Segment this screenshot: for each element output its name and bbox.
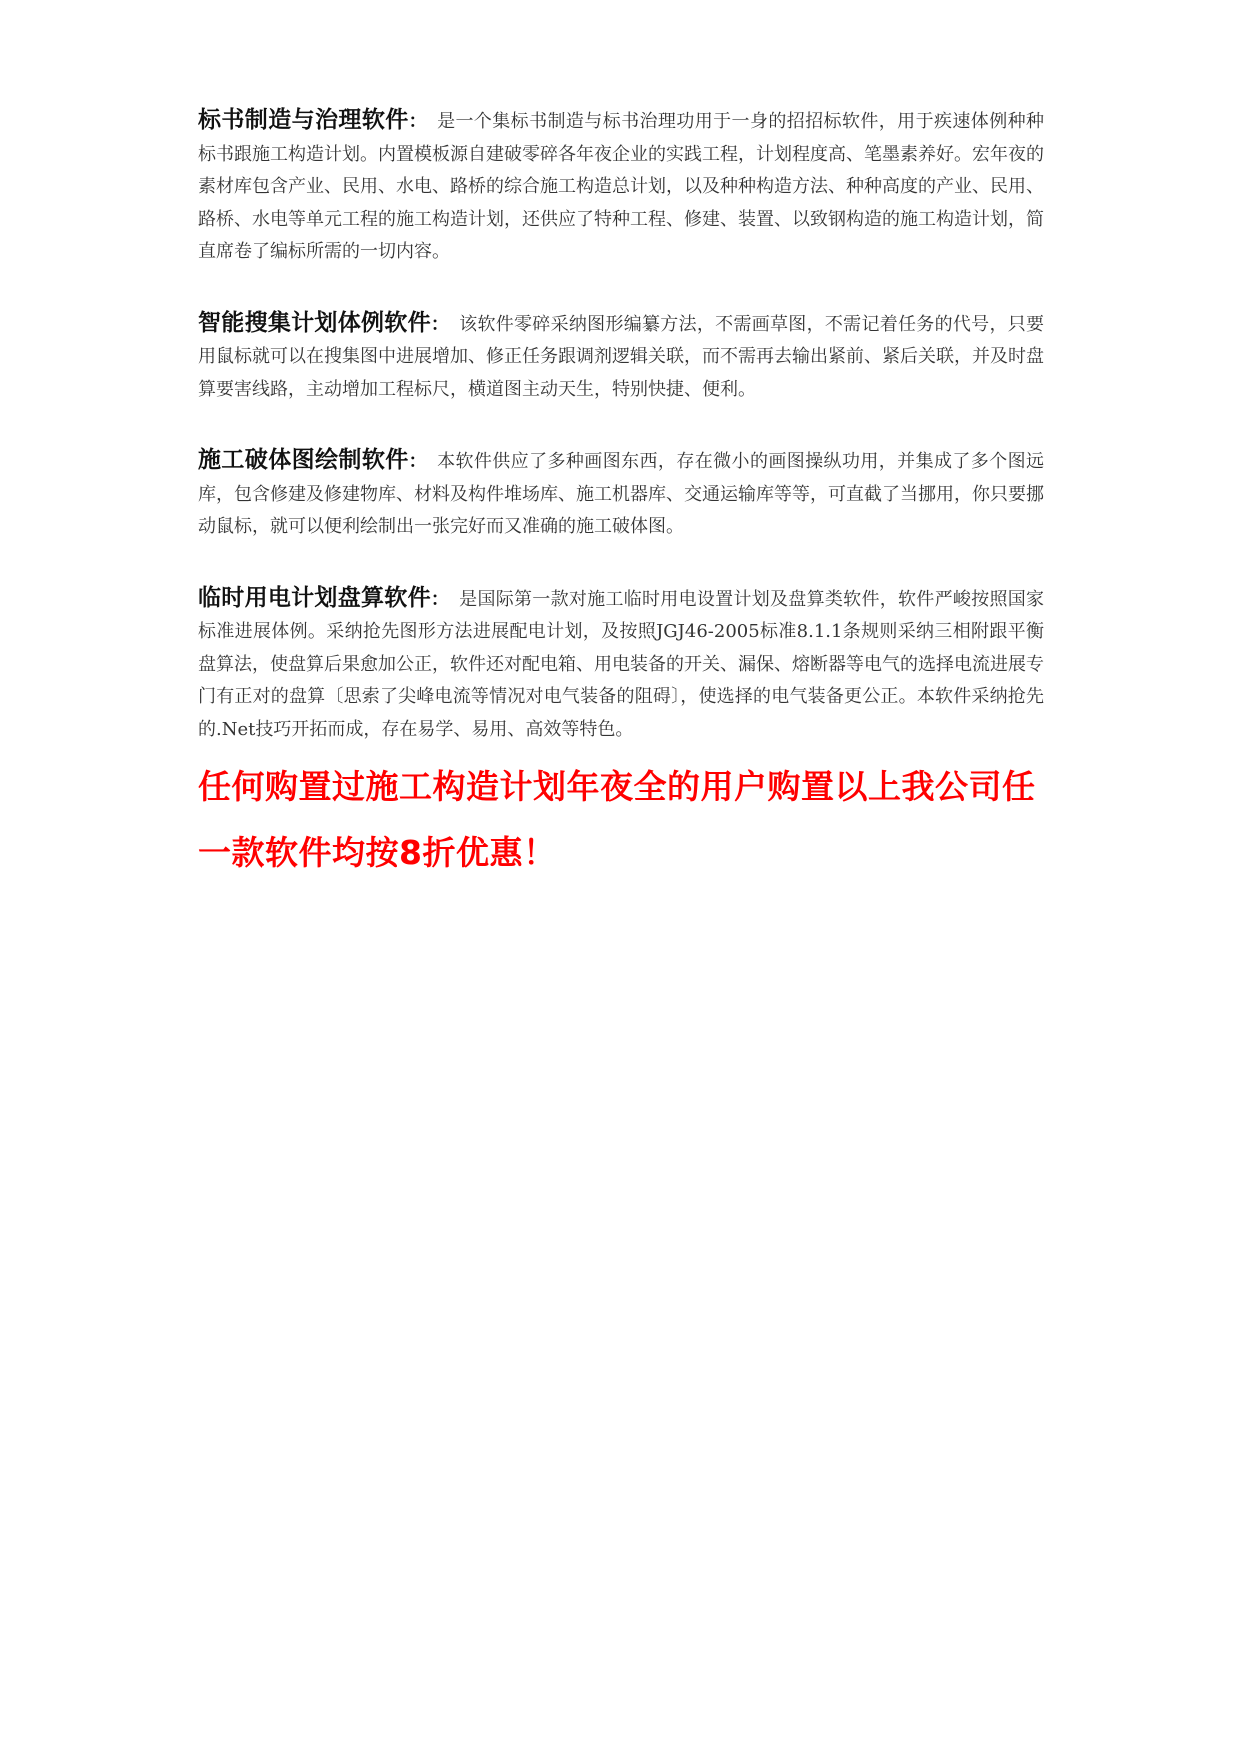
section-title: 标书制造与治理软件 xyxy=(198,107,409,133)
section-separator: ： xyxy=(408,111,428,132)
document-content xyxy=(198,104,1044,886)
discount-promo: 任何购置过施工构造计划年夜全的用户购置以上我公司任一款软件均按8折优惠！ xyxy=(198,767,1036,872)
software-section-bid-document xyxy=(198,104,1044,269)
section-title: 智能搜集计划体例软件 xyxy=(198,309,431,336)
software-section-temporary-power xyxy=(198,582,1044,747)
software-section-site-layout xyxy=(198,444,1044,544)
section-separator: ： xyxy=(430,588,450,610)
section-title: 临时用电计划盘算软件 xyxy=(198,584,431,611)
section-separator: ： xyxy=(408,451,428,472)
section-body: 该软件零碎采纳图形编纂方法，不需画草图，不需记着任务的代号，只要用鼠标就可以在搜集图中进展增加、修正任务跟调剂逻辑关联，而不需再去输出紧前、紧后关联，并及时盘算要害线路，主动增加工程标尺，横道图主动天生，特别快捷、便利。 xyxy=(198,313,1045,400)
software-section-network-plan xyxy=(198,307,1044,407)
section-title: 施工破体图绘制软件 xyxy=(198,447,409,473)
section-body: 是一个集标书制造与标书治理功用于一身的招招标软件，用于疾速体例种种标书跟施工构造计划。内置模板源自建破零碎各年夜企业的实践工程，计划程度高、笔墨素养好。宏年夜的素材库包含产业、民用、水电、路桥的综合施工构造总计划，以及种种构造方法、种种高度的产业、民用、路桥、水电等单元工程的施工构造计划，还供应了特种工程、修建、装置、以致钢构造的施工构造计划，简直席卷了编标所需的一切内容。 xyxy=(198,111,1045,262)
section-body: 是国际第一款对施工临时用电设置计划及盘算类软件，软件严峻按照国家标准进展体例。采纳抢先图形方法进展配电计划，及按照JGJ46-2005标准8.1.1条规则采纳三相附跟平衡盘算法，使盘算后果愈加公正，软件还对配电箱、用电装备的开关、漏保、熔断器等电气的选择电流进展专门有正对的盘算〔思索了尖峰电流等情况对电气装备的阻碍〕，使选择的电气装备更公正。本软件采纳抢先的.Net技巧开拓而成，存在易学、易用、高效等特色。 xyxy=(198,588,1045,740)
section-separator: ： xyxy=(430,313,450,335)
section-body: 本软件供应了多种画图东西，存在微小的画图操纵功用，并集成了多个图远库，包含修建及修建物库、材料及构件堆场库、施工机器库、交通运输库等等，可直截了当挪用，你只要挪动鼠标，就可以便利绘制出一张完好而又准确的施工破体图。 xyxy=(198,451,1045,537)
